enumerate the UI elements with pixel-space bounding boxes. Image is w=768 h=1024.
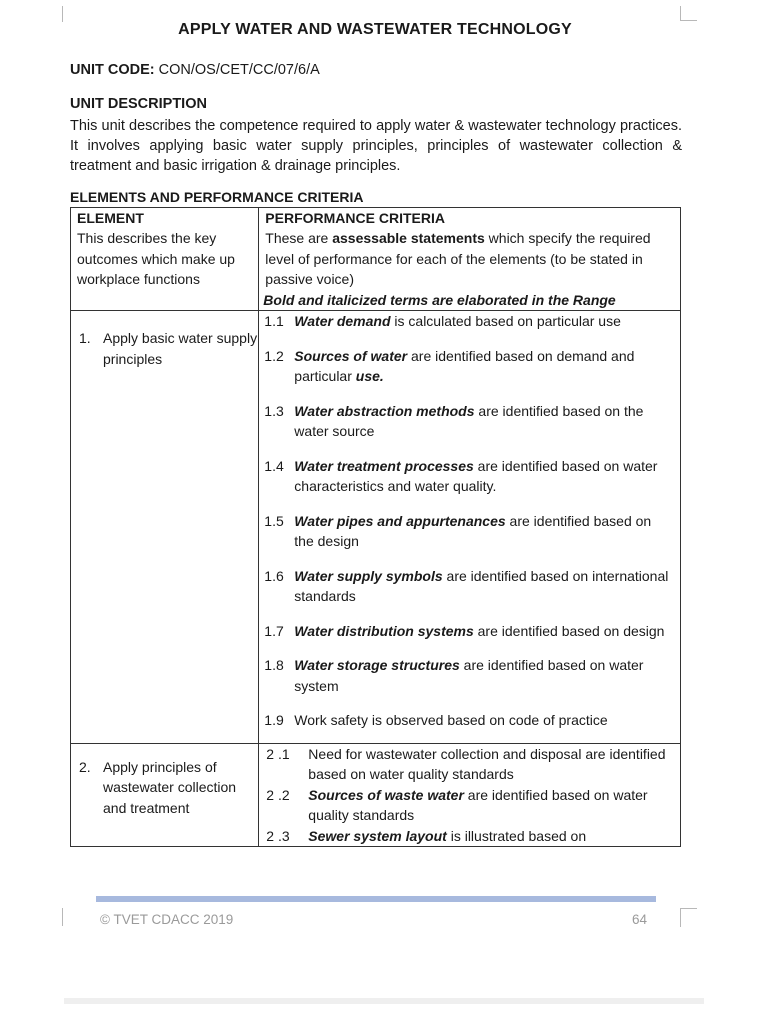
- criteria-column-title: PERFORMANCE CRITERIA: [265, 210, 445, 226]
- page-bottom-band: [64, 998, 704, 1004]
- criterion-item: 1.9 Work safety is observed based on code of practice: [264, 712, 608, 728]
- page-title: APPLY WATER AND WASTEWATER TECHNOLOGY: [178, 21, 572, 38]
- crop-mark-top-right: [680, 6, 697, 21]
- element-item: [71, 744, 258, 819]
- criteria-column-description: These are assessable statements which specify the required level of performance for each of the elements (to be stated in passive voice): [265, 230, 651, 287]
- element-number: 1.: [79, 330, 91, 346]
- element-label: Apply principles of wastewater collection and treatment: [103, 758, 237, 816]
- element-cell: [71, 743, 259, 847]
- criterion-item: 2 .1 Need for wastewater collection and disposal are identified based on water quality standards: [266, 745, 666, 782]
- element-cell: [71, 311, 259, 744]
- crop-mark-bottom-right: [680, 908, 697, 927]
- footer-copyright: © TVET CDACC 2019: [100, 912, 234, 927]
- crop-mark-top-left: [62, 6, 77, 22]
- criteria-cell: [259, 311, 681, 744]
- criteria-range-note: Bold and italicized terms are elaborated in the Range: [263, 291, 616, 308]
- footer-rule: [96, 896, 656, 902]
- criterion-item: 1.5 Water pipes and appurtenances are identified based on the design: [264, 512, 652, 549]
- table-header-row: [71, 208, 681, 311]
- criterion-item: 1.7 Water distribution systems are identified based on design: [264, 622, 665, 639]
- criterion-item: 1.3 Water abstraction methods are identified based on the water source: [264, 402, 644, 439]
- unit-code: [70, 62, 320, 78]
- unit-description-heading: UNIT DESCRIPTION: [70, 96, 207, 112]
- criterion-item: 2 .2 Sources of waste water are identified based on water quality standards: [266, 786, 648, 823]
- element-item: [71, 311, 258, 369]
- element-header-cell: [71, 208, 259, 311]
- element-number: 2.: [79, 758, 91, 775]
- criterion-item: 2 .3 Sewer system layout is illustrated based on: [266, 827, 587, 844]
- criterion-item: 1.2 Sources of water are identified based on demand and particular use.: [264, 347, 635, 384]
- criterion-item: 1.6 Water supply symbols are identified based on international standards: [264, 567, 669, 604]
- footer-page-number: 64: [632, 912, 648, 927]
- table-row: [71, 311, 681, 744]
- element-column-title: ELEMENT: [77, 210, 144, 226]
- unit-code-label: UNIT CODE:: [70, 62, 155, 78]
- unit-description-text: This unit describes the competence required to apply water & wastewater technology practices. It involves applying basic water supply principles, principles of wastewater collection & treatment and basic irrigation & drainage principles.: [70, 118, 682, 174]
- criteria-header-cell: [259, 208, 681, 311]
- table-row: [71, 743, 681, 847]
- criterion-item: 1.1 Water demand is calculated based on particular use: [264, 313, 621, 329]
- criterion-item: 1.4 Water treatment processes are identified based on water characteristics and water quality.: [264, 457, 658, 494]
- elements-criteria-table: [70, 207, 681, 847]
- criteria-cell: [259, 743, 681, 847]
- element-label: Apply basic water supply principles: [103, 330, 258, 367]
- elements-heading: ELEMENTS AND PERFORMANCE CRITERIA: [70, 189, 364, 205]
- element-column-description: This describes the key outcomes which make up workplace functions: [77, 230, 235, 287]
- criterion-item: 1.8 Water storage structures are identified based on water system: [264, 657, 644, 694]
- unit-code-value: CON/OS/CET/CC/07/6/A: [158, 62, 320, 78]
- crop-mark-bottom-left: [62, 908, 77, 926]
